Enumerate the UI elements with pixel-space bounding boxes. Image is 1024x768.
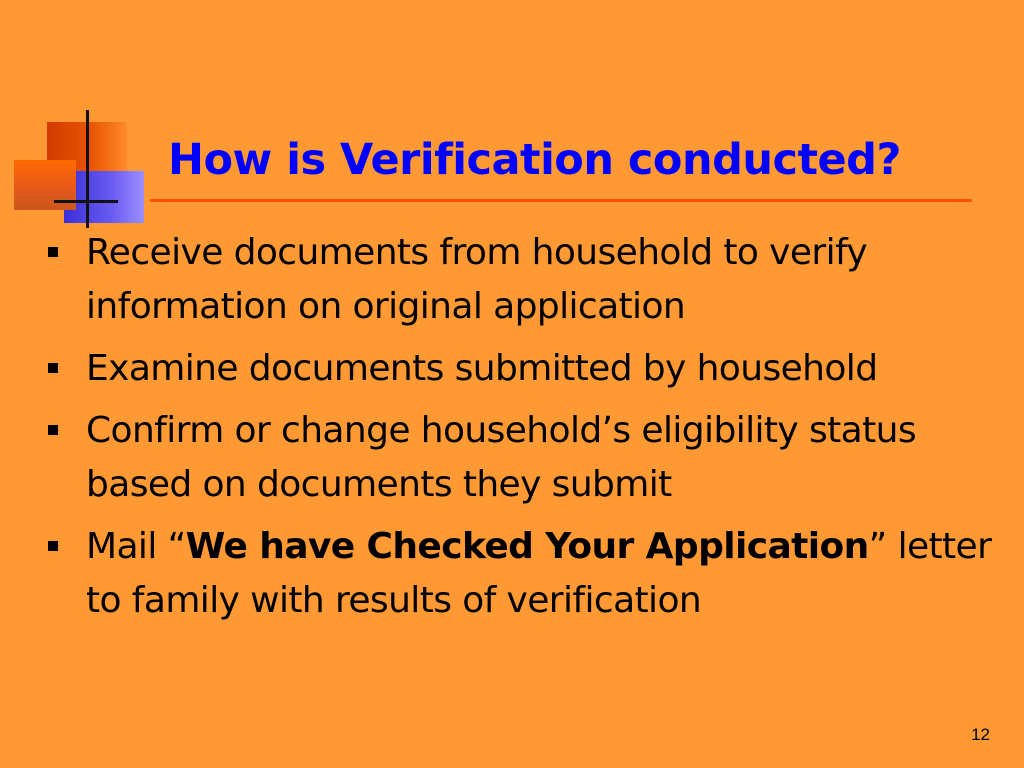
decor-horizontal-line bbox=[54, 200, 118, 203]
bullet-text-prefix: Mail “ bbox=[86, 526, 186, 567]
bullet-item bbox=[42, 226, 1002, 334]
title-underline bbox=[150, 199, 972, 202]
letter-name-emphasis: We have Checked Your Application bbox=[185, 526, 869, 567]
bullet-text: Examine documents submitted by household bbox=[86, 348, 878, 389]
bullet-text-suffix: ” letter to family with results of verification bbox=[86, 526, 992, 621]
bullet-text: Receive documents from household to verify information on original application bbox=[86, 232, 868, 327]
bullet-item bbox=[42, 404, 1002, 512]
bullet-text: Confirm or change household’s eligibility status based on documents they submit bbox=[86, 410, 916, 505]
slide-title: How is Verification conducted? bbox=[168, 135, 901, 185]
bullet-square-icon bbox=[48, 425, 58, 435]
bullet-list bbox=[42, 226, 1002, 636]
bullet-square-icon bbox=[48, 541, 58, 551]
bullet-item bbox=[42, 520, 1002, 628]
bullet-square-icon bbox=[48, 247, 58, 257]
corner-decoration bbox=[0, 0, 160, 240]
decor-blue-square bbox=[64, 171, 144, 223]
decor-vertical-line bbox=[86, 110, 89, 228]
bullet-square-icon bbox=[48, 363, 58, 373]
page-number: 12 bbox=[971, 725, 990, 744]
bullet-item bbox=[42, 342, 1002, 396]
